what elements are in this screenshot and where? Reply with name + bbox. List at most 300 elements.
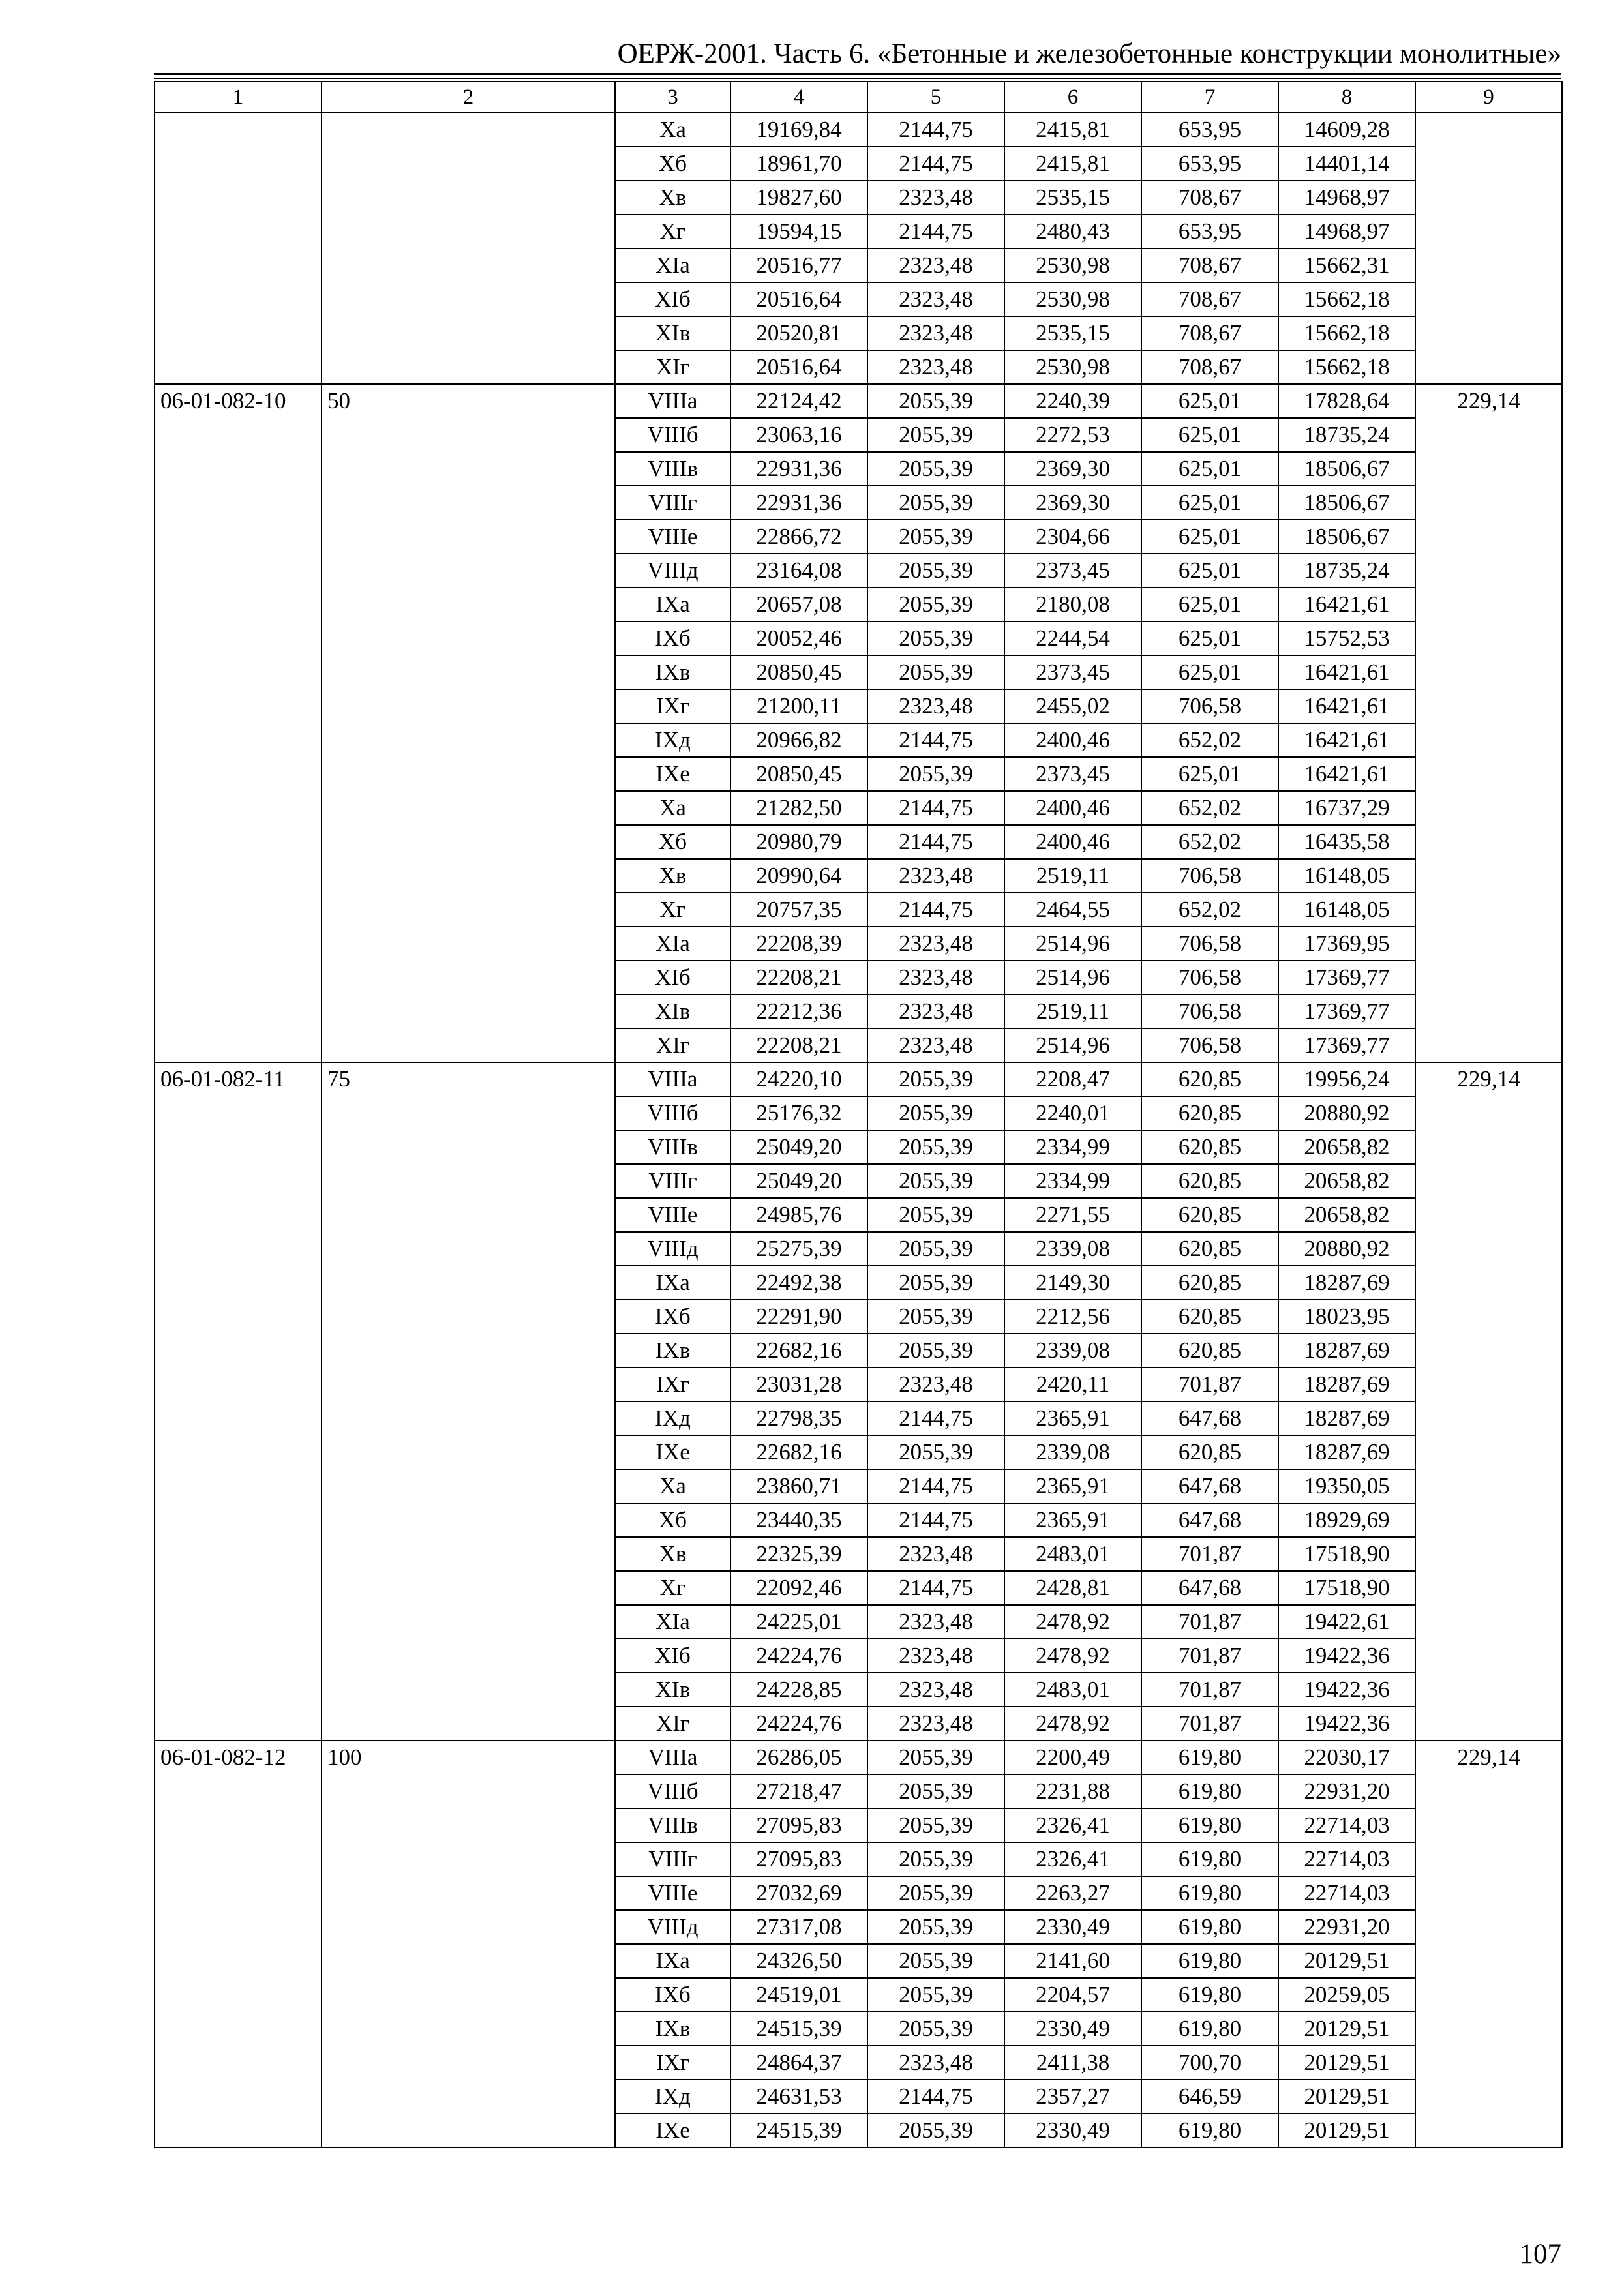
col9-cell: 229,14	[1415, 1741, 1562, 2147]
code-cell	[155, 113, 322, 384]
category-cell: Xв	[615, 859, 730, 893]
value-cell: 2149,30	[1004, 1266, 1141, 1300]
value-cell: 2144,75	[867, 147, 1004, 181]
value-cell: 20516,64	[730, 350, 867, 384]
value-cell: 24220,10	[730, 1062, 867, 1096]
value-cell: 2334,99	[1004, 1164, 1141, 1198]
value-cell: 22714,03	[1278, 1842, 1415, 1876]
code-cell: 06-01-082-10	[155, 384, 322, 1062]
category-cell: IXб	[615, 621, 730, 655]
value-cell: 701,87	[1141, 1639, 1278, 1673]
value-cell: 22931,20	[1278, 1910, 1415, 1944]
value-cell: 2323,48	[867, 1605, 1004, 1639]
value-cell: 2478,92	[1004, 1707, 1141, 1741]
column-number-row	[155, 82, 1562, 113]
value-cell: 20657,08	[730, 588, 867, 621]
category-cell: VIIIг	[615, 1842, 730, 1876]
value-cell: 620,85	[1141, 1232, 1278, 1266]
value-cell: 20129,51	[1278, 2046, 1415, 2080]
value-cell: 19827,60	[730, 181, 867, 215]
value-cell: 14968,97	[1278, 215, 1415, 248]
category-cell: Xб	[615, 1503, 730, 1537]
value-cell: 22124,42	[730, 384, 867, 418]
value-cell: 2323,48	[867, 316, 1004, 350]
category-cell: XIб	[615, 1639, 730, 1673]
category-cell: VIIIд	[615, 1232, 730, 1266]
category-cell: IXa	[615, 1944, 730, 1978]
value-cell: 620,85	[1141, 1062, 1278, 1096]
category-cell: Xв	[615, 181, 730, 215]
value-cell: 2455,02	[1004, 689, 1141, 723]
value-cell: 2323,48	[867, 1673, 1004, 1707]
price-table	[154, 81, 1563, 2148]
value-cell: 16421,61	[1278, 723, 1415, 757]
value-cell: 2055,39	[867, 418, 1004, 452]
value-cell: 2514,96	[1004, 927, 1141, 961]
category-cell: XIв	[615, 316, 730, 350]
value-cell: 2330,49	[1004, 2012, 1141, 2046]
price-table-body	[155, 82, 1562, 2147]
value-cell: 652,02	[1141, 893, 1278, 927]
value-cell: 24224,76	[730, 1707, 867, 1741]
value-cell: 2483,01	[1004, 1537, 1141, 1571]
category-cell: IXe	[615, 2114, 730, 2147]
value-cell: 620,85	[1141, 1198, 1278, 1232]
column-number: 6	[1004, 82, 1141, 113]
value-cell: 22208,39	[730, 927, 867, 961]
value-cell: 23860,71	[730, 1469, 867, 1503]
value-cell: 619,80	[1141, 1944, 1278, 1978]
category-cell: VIIIв	[615, 452, 730, 486]
value-cell: 15662,18	[1278, 282, 1415, 316]
value-cell: 27032,69	[730, 1876, 867, 1910]
value-cell: 2514,96	[1004, 961, 1141, 995]
value-cell: 25275,39	[730, 1232, 867, 1266]
value-cell: 2480,43	[1004, 215, 1141, 248]
value-cell: 652,02	[1141, 723, 1278, 757]
value-cell: 20658,82	[1278, 1198, 1415, 1232]
category-cell: IXб	[615, 1978, 730, 2012]
value-cell: 619,80	[1141, 1774, 1278, 1808]
value-cell: 22931,36	[730, 452, 867, 486]
value-cell: 18287,69	[1278, 1368, 1415, 1401]
value-cell: 2055,39	[867, 1842, 1004, 1876]
parameter-cell: 75	[322, 1062, 615, 1741]
value-cell: 646,59	[1141, 2080, 1278, 2114]
value-cell: 2323,48	[867, 927, 1004, 961]
value-cell: 2055,39	[867, 1198, 1004, 1232]
value-cell: 15662,18	[1278, 316, 1415, 350]
value-cell: 653,95	[1141, 215, 1278, 248]
value-cell: 2055,39	[867, 1435, 1004, 1469]
category-cell: IXв	[615, 655, 730, 689]
value-cell: 2144,75	[867, 113, 1004, 147]
category-cell: XIa	[615, 248, 730, 282]
value-cell: 18023,95	[1278, 1300, 1415, 1334]
value-cell: 2055,39	[867, 1130, 1004, 1164]
value-cell: 2244,54	[1004, 621, 1141, 655]
value-cell: 17369,77	[1278, 1028, 1415, 1062]
value-cell: 27218,47	[730, 1774, 867, 1808]
page-header-title: ОЕРЖ-2001. Часть 6. «Бетонные и железобетонные конструкции монолитные»	[617, 38, 1561, 69]
value-cell: 27095,83	[730, 1842, 867, 1876]
value-cell: 701,87	[1141, 1605, 1278, 1639]
value-cell: 22291,90	[730, 1300, 867, 1334]
value-cell: 22492,38	[730, 1266, 867, 1300]
value-cell: 15662,31	[1278, 248, 1415, 282]
value-cell: 20850,45	[730, 757, 867, 791]
value-cell: 2055,39	[867, 1164, 1004, 1198]
column-number: 4	[730, 82, 867, 113]
value-cell: 20129,51	[1278, 1944, 1415, 1978]
value-cell: 619,80	[1141, 2012, 1278, 2046]
category-cell: XIв	[615, 995, 730, 1028]
value-cell: 2339,08	[1004, 1232, 1141, 1266]
category-cell: IXд	[615, 1401, 730, 1435]
value-cell: 2055,39	[867, 1062, 1004, 1096]
value-cell: 16421,61	[1278, 757, 1415, 791]
value-cell: 19422,36	[1278, 1707, 1415, 1741]
value-cell: 22212,36	[730, 995, 867, 1028]
category-cell: VIIIa	[615, 384, 730, 418]
value-cell: 708,67	[1141, 316, 1278, 350]
value-cell: 2323,48	[867, 1639, 1004, 1673]
value-cell: 2373,45	[1004, 757, 1141, 791]
value-cell: 2334,99	[1004, 1130, 1141, 1164]
value-cell: 2411,38	[1004, 2046, 1141, 2080]
value-cell: 2272,53	[1004, 418, 1141, 452]
value-cell: 701,87	[1141, 1707, 1278, 1741]
value-cell: 20990,64	[730, 859, 867, 893]
value-cell: 2478,92	[1004, 1639, 1141, 1673]
table-row	[155, 113, 1562, 147]
value-cell: 2204,57	[1004, 1978, 1141, 2012]
value-cell: 2212,56	[1004, 1300, 1141, 1334]
category-cell: VIIIг	[615, 1164, 730, 1198]
col9-cell: 229,14	[1415, 384, 1562, 1062]
value-cell: 706,58	[1141, 1028, 1278, 1062]
value-cell: 20880,92	[1278, 1232, 1415, 1266]
category-cell: XIб	[615, 282, 730, 316]
value-cell: 15662,18	[1278, 350, 1415, 384]
value-cell: 653,95	[1141, 147, 1278, 181]
column-number: 9	[1415, 82, 1562, 113]
col9-cell: 229,14	[1415, 1062, 1562, 1741]
category-cell: XIб	[615, 961, 730, 995]
category-cell: IXг	[615, 1368, 730, 1401]
value-cell: 16421,61	[1278, 689, 1415, 723]
category-cell: XIa	[615, 927, 730, 961]
value-cell: 701,87	[1141, 1368, 1278, 1401]
value-cell: 652,02	[1141, 791, 1278, 825]
category-cell: IXг	[615, 689, 730, 723]
value-cell: 2323,48	[867, 995, 1004, 1028]
value-cell: 2339,08	[1004, 1334, 1141, 1368]
value-cell: 24515,39	[730, 2114, 867, 2147]
value-cell: 20658,82	[1278, 1164, 1415, 1198]
value-cell: 2483,01	[1004, 1673, 1141, 1707]
value-cell: 2055,39	[867, 1978, 1004, 2012]
value-cell: 619,80	[1141, 1741, 1278, 1774]
value-cell: 620,85	[1141, 1266, 1278, 1300]
value-cell: 2144,75	[867, 2080, 1004, 2114]
value-cell: 24326,50	[730, 1944, 867, 1978]
value-cell: 22208,21	[730, 1028, 867, 1062]
value-cell: 20757,35	[730, 893, 867, 927]
category-cell: VIIIв	[615, 1808, 730, 1842]
value-cell: 2144,75	[867, 1571, 1004, 1605]
value-cell: 2530,98	[1004, 350, 1141, 384]
value-cell: 619,80	[1141, 1808, 1278, 1842]
value-cell: 22931,36	[730, 486, 867, 520]
value-cell: 14968,97	[1278, 181, 1415, 215]
category-cell: Xa	[615, 113, 730, 147]
value-cell: 2365,91	[1004, 1401, 1141, 1435]
value-cell: 2055,39	[867, 486, 1004, 520]
value-cell: 24864,37	[730, 2046, 867, 2080]
value-cell: 2055,39	[867, 1741, 1004, 1774]
value-cell: 625,01	[1141, 588, 1278, 621]
value-cell: 24228,85	[730, 1673, 867, 1707]
value-cell: 2323,48	[867, 859, 1004, 893]
value-cell: 2144,75	[867, 1401, 1004, 1435]
value-cell: 2535,15	[1004, 181, 1141, 215]
value-cell: 2323,48	[867, 282, 1004, 316]
category-cell: Xa	[615, 1469, 730, 1503]
value-cell: 2304,66	[1004, 520, 1141, 554]
value-cell: 2055,39	[867, 588, 1004, 621]
value-cell: 2263,27	[1004, 1876, 1141, 1910]
value-cell: 20129,51	[1278, 2080, 1415, 2114]
category-cell: Xг	[615, 893, 730, 927]
value-cell: 620,85	[1141, 1130, 1278, 1164]
value-cell: 2326,41	[1004, 1808, 1141, 1842]
value-cell: 2369,30	[1004, 452, 1141, 486]
value-cell: 2055,39	[867, 1334, 1004, 1368]
value-cell: 2055,39	[867, 1096, 1004, 1130]
value-cell: 25049,20	[730, 1164, 867, 1198]
category-cell: Xг	[615, 1571, 730, 1605]
parameter-cell	[322, 113, 615, 384]
value-cell: 19169,84	[730, 113, 867, 147]
value-cell: 19956,24	[1278, 1062, 1415, 1096]
value-cell: 2373,45	[1004, 655, 1141, 689]
category-cell: IXв	[615, 2012, 730, 2046]
value-cell: 2478,92	[1004, 1605, 1141, 1639]
value-cell: 27317,08	[730, 1910, 867, 1944]
value-cell: 2144,75	[867, 215, 1004, 248]
value-cell: 20129,51	[1278, 2012, 1415, 2046]
value-cell: 24631,53	[730, 2080, 867, 2114]
value-cell: 700,70	[1141, 2046, 1278, 2080]
value-cell: 2323,48	[867, 2046, 1004, 2080]
value-cell: 647,68	[1141, 1503, 1278, 1537]
value-cell: 24515,39	[730, 2012, 867, 2046]
value-cell: 14609,28	[1278, 113, 1415, 147]
value-cell: 2055,39	[867, 520, 1004, 554]
value-cell: 647,68	[1141, 1401, 1278, 1435]
value-cell: 2144,75	[867, 1503, 1004, 1537]
value-cell: 2400,46	[1004, 723, 1141, 757]
column-number: 7	[1141, 82, 1278, 113]
value-cell: 2323,48	[867, 961, 1004, 995]
value-cell: 706,58	[1141, 859, 1278, 893]
value-cell: 620,85	[1141, 1096, 1278, 1130]
value-cell: 20516,64	[730, 282, 867, 316]
value-cell: 2144,75	[867, 791, 1004, 825]
value-cell: 16421,61	[1278, 655, 1415, 689]
value-cell: 706,58	[1141, 961, 1278, 995]
value-cell: 2428,81	[1004, 1571, 1141, 1605]
value-cell: 16421,61	[1278, 588, 1415, 621]
value-cell: 2530,98	[1004, 248, 1141, 282]
value-cell: 2535,15	[1004, 316, 1141, 350]
value-cell: 619,80	[1141, 1978, 1278, 2012]
value-cell: 625,01	[1141, 757, 1278, 791]
value-cell: 625,01	[1141, 554, 1278, 588]
code-cell: 06-01-082-12	[155, 1741, 322, 2147]
value-cell: 18735,24	[1278, 418, 1415, 452]
value-cell: 23440,35	[730, 1503, 867, 1537]
value-cell: 2323,48	[867, 1368, 1004, 1401]
value-cell: 647,68	[1141, 1571, 1278, 1605]
column-number: 1	[155, 82, 322, 113]
value-cell: 22682,16	[730, 1435, 867, 1469]
value-cell: 16148,05	[1278, 859, 1415, 893]
value-cell: 2144,75	[867, 723, 1004, 757]
column-number: 8	[1278, 82, 1415, 113]
value-cell: 23031,28	[730, 1368, 867, 1401]
value-cell: 2055,39	[867, 554, 1004, 588]
value-cell: 625,01	[1141, 520, 1278, 554]
value-cell: 2141,60	[1004, 1944, 1141, 1978]
value-cell: 2323,48	[867, 689, 1004, 723]
value-cell: 25176,32	[730, 1096, 867, 1130]
value-cell: 2420,11	[1004, 1368, 1141, 1401]
value-cell: 20880,92	[1278, 1096, 1415, 1130]
value-cell: 2055,39	[867, 621, 1004, 655]
value-cell: 2055,39	[867, 2114, 1004, 2147]
category-cell: VIIIд	[615, 1910, 730, 1944]
table-row	[155, 384, 1562, 418]
value-cell: 17828,64	[1278, 384, 1415, 418]
value-cell: 2231,88	[1004, 1774, 1141, 1808]
category-cell: XIв	[615, 1673, 730, 1707]
value-cell: 2055,39	[867, 452, 1004, 486]
category-cell: VIIIб	[615, 1774, 730, 1808]
value-cell: 701,87	[1141, 1537, 1278, 1571]
value-cell: 19422,36	[1278, 1639, 1415, 1673]
value-cell: 2271,55	[1004, 1198, 1141, 1232]
value-cell: 708,67	[1141, 282, 1278, 316]
value-cell: 2055,39	[867, 1808, 1004, 1842]
column-number: 3	[615, 82, 730, 113]
value-cell: 19422,36	[1278, 1673, 1415, 1707]
value-cell: 2323,48	[867, 181, 1004, 215]
value-cell: 19422,61	[1278, 1605, 1415, 1639]
value-cell: 2400,46	[1004, 825, 1141, 859]
value-cell: 22325,39	[730, 1537, 867, 1571]
value-cell: 22208,21	[730, 961, 867, 995]
value-cell: 2415,81	[1004, 113, 1141, 147]
table-row	[155, 1741, 1562, 1774]
category-cell: IXe	[615, 757, 730, 791]
value-cell: 2055,39	[867, 1300, 1004, 1334]
col9-cell	[1415, 113, 1562, 384]
value-cell: 2323,48	[867, 1707, 1004, 1741]
value-cell: 2144,75	[867, 1469, 1004, 1503]
value-cell: 18287,69	[1278, 1435, 1415, 1469]
value-cell: 23164,08	[730, 554, 867, 588]
value-cell: 17369,77	[1278, 961, 1415, 995]
value-cell: 2323,48	[867, 350, 1004, 384]
value-cell: 2055,39	[867, 1232, 1004, 1266]
value-cell: 18735,24	[1278, 554, 1415, 588]
value-cell: 619,80	[1141, 1876, 1278, 1910]
value-cell: 2339,08	[1004, 1435, 1141, 1469]
value-cell: 708,67	[1141, 248, 1278, 282]
value-cell: 19350,05	[1278, 1469, 1415, 1503]
value-cell: 2369,30	[1004, 486, 1141, 520]
category-cell: VIIIe	[615, 1198, 730, 1232]
value-cell: 15752,53	[1278, 621, 1415, 655]
value-cell: 2323,48	[867, 1537, 1004, 1571]
value-cell: 625,01	[1141, 452, 1278, 486]
value-cell: 619,80	[1141, 1842, 1278, 1876]
value-cell: 25049,20	[730, 1130, 867, 1164]
value-cell: 706,58	[1141, 995, 1278, 1028]
value-cell: 22714,03	[1278, 1808, 1415, 1842]
value-cell: 22798,35	[730, 1401, 867, 1435]
value-cell: 16737,29	[1278, 791, 1415, 825]
column-number: 5	[867, 82, 1004, 113]
value-cell: 24985,76	[730, 1198, 867, 1232]
value-cell: 2323,48	[867, 248, 1004, 282]
category-cell: XIг	[615, 1028, 730, 1062]
value-cell: 2400,46	[1004, 791, 1141, 825]
value-cell: 708,67	[1141, 350, 1278, 384]
value-cell: 18929,69	[1278, 1503, 1415, 1537]
category-cell: XIг	[615, 1707, 730, 1741]
category-cell: VIIIa	[615, 1062, 730, 1096]
value-cell: 2519,11	[1004, 859, 1141, 893]
value-cell: 22866,72	[730, 520, 867, 554]
value-cell: 2180,08	[1004, 588, 1141, 621]
value-cell: 2144,75	[867, 893, 1004, 927]
category-cell: IXa	[615, 588, 730, 621]
value-cell: 22682,16	[730, 1334, 867, 1368]
value-cell: 19594,15	[730, 215, 867, 248]
value-cell: 2365,91	[1004, 1469, 1141, 1503]
value-cell: 18287,69	[1278, 1401, 1415, 1435]
value-cell: 2357,27	[1004, 2080, 1141, 2114]
value-cell: 620,85	[1141, 1164, 1278, 1198]
value-cell: 16148,05	[1278, 893, 1415, 927]
value-cell: 17518,90	[1278, 1571, 1415, 1605]
value-cell: 27095,83	[730, 1808, 867, 1842]
value-cell: 20850,45	[730, 655, 867, 689]
value-cell: 2240,39	[1004, 384, 1141, 418]
value-cell: 22714,03	[1278, 1876, 1415, 1910]
value-cell: 2055,39	[867, 655, 1004, 689]
header-rule-thin	[154, 78, 1561, 79]
value-cell: 2326,41	[1004, 1842, 1141, 1876]
value-cell: 20980,79	[730, 825, 867, 859]
category-cell: VIIIe	[615, 1876, 730, 1910]
value-cell: 2208,47	[1004, 1062, 1141, 1096]
value-cell: 20966,82	[730, 723, 867, 757]
value-cell: 2055,39	[867, 1266, 1004, 1300]
